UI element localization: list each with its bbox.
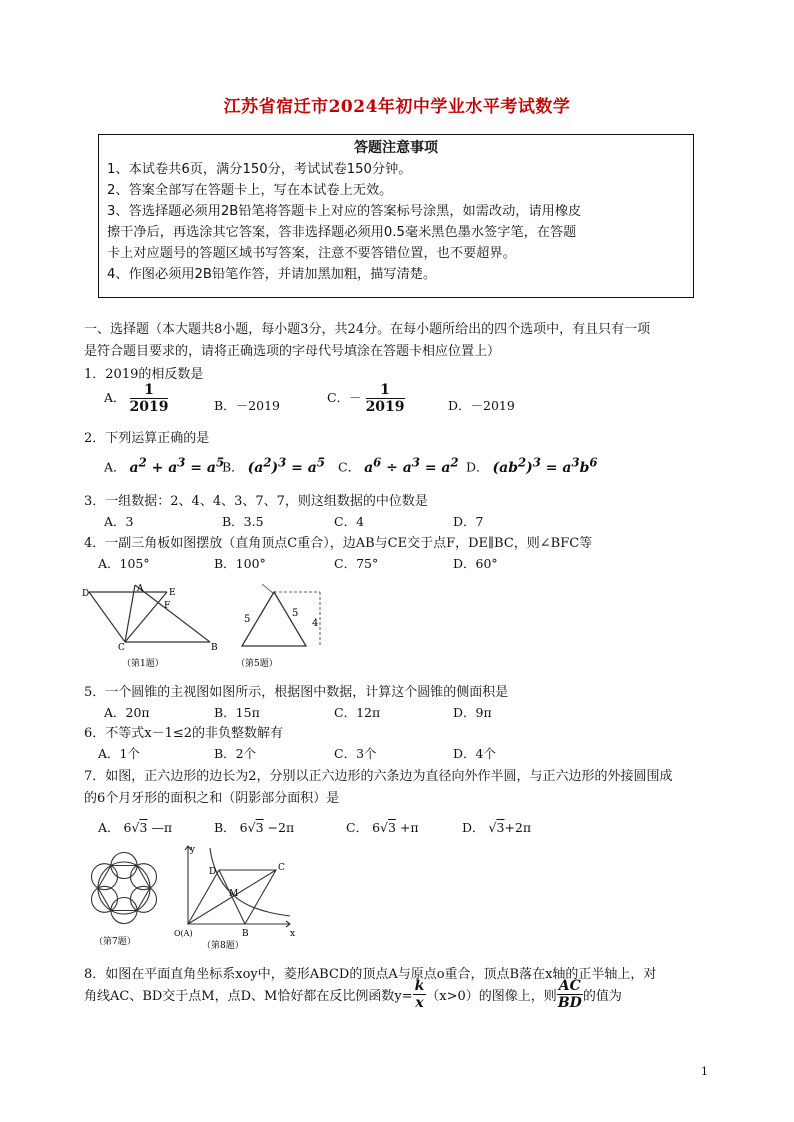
q3-option-d: D．7	[453, 514, 484, 529]
q3-option-c: C．4	[334, 514, 365, 529]
q4-option-c: C．75°	[334, 556, 379, 571]
q5-option-d: D．9π	[453, 705, 492, 720]
numerator: 1	[366, 382, 405, 399]
label-C: C	[278, 863, 285, 873]
question-6-stem: 6．不等式x－1≤2的非负整数解有	[84, 726, 284, 741]
q2-option-c	[338, 455, 459, 476]
label-E: E	[169, 588, 176, 598]
notice-item: 卡上对应题号的答题区域书写答案，注意不要答错位置，也不要超界。	[107, 246, 516, 261]
section-intro: 是符合题目要求的，请将正确选项的字母代号填涂在答题卡相应位置上）	[84, 344, 501, 359]
q5-option-b: B．15π	[214, 705, 260, 720]
question-1-stem: 1．2019的相反数是	[84, 367, 204, 382]
q3-option-b: B．3.5	[222, 514, 264, 529]
q7-option-a: A． 6√3 —π	[98, 820, 173, 835]
q1-option-b: B．－2019	[214, 398, 280, 413]
label-D: D	[209, 867, 217, 877]
label-D: D	[82, 589, 90, 599]
question-7-stem: 的6个月牙形的面积之和（阴影部分面积）是	[84, 791, 340, 806]
option-label: C．	[338, 459, 361, 475]
label-B: B	[242, 929, 249, 939]
q2-option-a	[104, 455, 224, 476]
q4-option-b: B．100°	[214, 556, 266, 571]
option-label: D．	[462, 820, 485, 835]
option-label: A．	[98, 820, 120, 835]
denominator: BD	[557, 995, 582, 1011]
figure-5	[222, 582, 342, 672]
label-C: C	[118, 643, 125, 653]
figure-8	[172, 840, 302, 952]
formula: $a^2 + a^3 = a^5$	[129, 455, 225, 476]
option-label: B．	[214, 820, 236, 835]
fraction	[130, 382, 169, 415]
option-label: A．	[104, 390, 126, 405]
q7-option-c: C． 6√3 +π	[346, 820, 419, 835]
q2-option-b	[222, 455, 325, 476]
formula: $(a^2)^3 = a^5$	[247, 455, 325, 476]
q6-option-c: C．3个	[334, 746, 377, 761]
label-F: F	[164, 601, 171, 611]
section-intro: 一、选择题（本大题共8小题，每小题3分，共24分。在每小题所给出的四个选项中，有且只有一项	[84, 322, 651, 337]
text: 角线AC、BD交于点M，点D、M恰好都在反比例函数y=	[84, 989, 413, 1004]
label-A: A	[137, 584, 144, 594]
q1-option-a	[104, 382, 168, 415]
question-7-stem: 7．如图，正六边形的边长为2，分别以正六边形的六条边为直径向外作半圆，与正六边形的外接圆围成	[84, 769, 673, 784]
numerator: AC	[558, 978, 581, 994]
axis-label-x: x	[290, 929, 296, 939]
denominator: x	[415, 995, 424, 1011]
notice-item: 2、答案全部写在答题卡上，写在本试卷上无效。	[107, 183, 393, 198]
figure-caption: （第7题）	[94, 937, 136, 947]
question-8-stem: 8．如图在平面直角坐标系xoy中，菱形ABCD的顶点A与原点o重合，顶点B落在x轴的正半轴上，对	[84, 967, 657, 982]
numerator: 1	[130, 382, 169, 399]
coefficient: 6	[372, 820, 381, 835]
notice-item: 1、本试卷共6页，满分150分，考试试卷150分钟。	[107, 162, 412, 177]
q6-option-b: B．2个	[214, 746, 257, 761]
fraction	[366, 382, 405, 415]
label-M: M	[229, 889, 239, 899]
term: −2π	[267, 820, 295, 835]
height-label: 4	[312, 618, 319, 629]
notice-box	[98, 134, 694, 298]
option-label: C．	[346, 820, 369, 835]
page-number: 1	[701, 1065, 708, 1078]
q4-option-a: A．105°	[98, 556, 150, 571]
slant-length-right: 5	[292, 608, 299, 619]
q1-option-c	[327, 382, 405, 415]
text: （x>0）的图像上，则	[426, 989, 557, 1004]
numerator: k	[414, 978, 425, 994]
formula: $(ab^2)^3 = a^3b^6$	[492, 455, 598, 476]
question-5-stem: 5．一个圆锥的主视图如图所示，根据图中数据，计算这个圆锥的侧面积是	[84, 685, 509, 700]
q2-option-d	[466, 455, 597, 476]
term: +2π	[504, 820, 532, 835]
notice-item: 4、作图必须用2B铅笔作答，并请加黑加粗，描写清楚。	[107, 267, 437, 282]
option-label: D．	[466, 459, 489, 475]
notice-item: 3、答选择题必须用2B铅笔将答题卡上对应的答案标号涂黑，如需改动，请用橡皮	[107, 204, 582, 219]
figure-7	[80, 846, 176, 950]
q5-option-c: C．12π	[334, 705, 381, 720]
coefficient: 6	[239, 820, 248, 835]
option-label: A．	[104, 459, 126, 475]
exam-title: 江苏省宿迁市2024年初中学业水平考试数学	[223, 97, 571, 117]
slant-length-left: 5	[244, 614, 251, 625]
formula: $a^6 \div a^3 = a^2$	[364, 455, 459, 476]
notice-heading: 答题注意事项	[354, 140, 438, 156]
figure-caption: （第8题）	[202, 941, 244, 951]
q5-option-a: A．20π	[104, 705, 150, 720]
q6-option-a: A．1个	[98, 746, 140, 761]
axis-label-y: y	[190, 845, 196, 855]
fraction-k-over-x	[413, 978, 427, 1011]
question-2-stem: 2．下列运算正确的是	[84, 431, 210, 446]
figure-1	[80, 580, 225, 672]
text: 的值为	[582, 989, 622, 1004]
question-3-stem: 3．一组数据：2、4、4、3、7、7，则这组数据的中位数是	[84, 494, 428, 509]
option-label: B．	[222, 459, 244, 475]
label-origin: O(A)	[174, 929, 193, 938]
term: —π	[151, 820, 173, 835]
coefficient: 6	[123, 820, 132, 835]
term: +π	[399, 820, 419, 835]
q7-option-b: B． 6√3 −2π	[214, 820, 295, 835]
q3-option-a: A．3	[104, 514, 134, 529]
denominator: 2019	[365, 399, 405, 415]
notice-item: 擦干净后，再选涂其它答案，答非选择题必须用0.5毫米黑色墨水签字笔，在答题	[107, 225, 577, 240]
question-8-stem-2	[84, 978, 622, 1011]
q6-option-d: D．4个	[453, 746, 496, 761]
figure-caption: （第5题）	[236, 659, 278, 669]
question-4-stem: 4．一副三角板如图摆放（直角顶点C重合），边AB与CE交于点F，DE∥BC，则∠BFC等	[84, 536, 593, 551]
q4-option-d: D．60°	[453, 556, 498, 571]
q1-option-d: D．－2019	[448, 398, 515, 413]
fraction-ac-over-bd	[557, 978, 583, 1011]
q7-option-d: D． √3+2π	[462, 820, 532, 835]
option-label: C．－	[327, 390, 362, 405]
label-B: B	[211, 643, 218, 653]
denominator: 2019	[129, 399, 169, 415]
figure-caption: （第1题）	[122, 659, 164, 669]
